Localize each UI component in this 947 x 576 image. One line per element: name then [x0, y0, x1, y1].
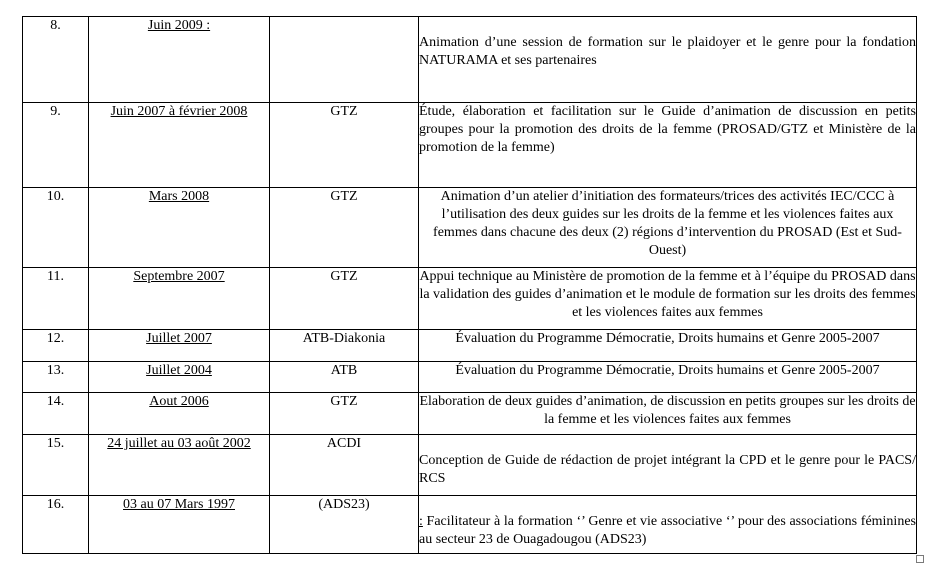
- row-description-prefix: :: [419, 514, 423, 529]
- row-description: Appui technique au Ministère de promotion de la femme et à l’équipe du PROSAD dans la validation des guides d’animation et le module de formation sur les droits des femmes et les violences faites aux femmes: [419, 268, 917, 330]
- row-date: 24 juillet au 03 août 2002: [89, 435, 270, 496]
- row-number: 12.: [23, 330, 89, 362]
- table-row: [23, 330, 917, 362]
- row-date: 03 au 07 Mars 1997: [89, 496, 270, 554]
- table-row: [23, 103, 917, 188]
- row-number: 11.: [23, 268, 89, 330]
- row-organization: [270, 17, 419, 103]
- row-date: Septembre 2007: [89, 268, 270, 330]
- row-description: Animation d’un atelier d’initiation des formateurs/trices des activités IEC/CCC à l’utilisation des deux guides sur les droits de la femme et les violences faites aux femmes dans chacune des deux (2) régions d’intervention du PROSAD (Est et Sud-Ouest): [419, 188, 917, 268]
- row-organization: ACDI: [270, 435, 419, 496]
- row-description: Évaluation du Programme Démocratie, Droits humains et Genre 2005-2007: [419, 362, 917, 393]
- row-description: Conception de Guide de rédaction de projet intégrant la CPD et le genre pour le PACS/ RCS: [419, 435, 917, 496]
- row-number: 15.: [23, 435, 89, 496]
- row-description: Étude, élaboration et facilitation sur le Guide d’animation de discussion en petits groupes pour la promotion des droits de la femme (PROSAD/GTZ et Ministère de la promotion de la femme): [419, 103, 917, 188]
- row-number: 9.: [23, 103, 89, 188]
- row-description: Animation d’une session de formation sur le plaidoyer et le genre pour la fondation NATURAMA et ses partenaires: [419, 17, 917, 103]
- table-resize-handle[interactable]: [916, 555, 924, 563]
- table-row: [23, 393, 917, 435]
- table-row: [23, 188, 917, 268]
- row-organization: GTZ: [270, 103, 419, 188]
- row-organization: ATB-Diakonia: [270, 330, 419, 362]
- row-number: 13.: [23, 362, 89, 393]
- row-number: 10.: [23, 188, 89, 268]
- row-number: 16.: [23, 496, 89, 554]
- row-organization: ATB: [270, 362, 419, 393]
- row-date: Juin 2007 à février 2008: [89, 103, 270, 188]
- row-date: Mars 2008: [89, 188, 270, 268]
- table-row: [23, 362, 917, 393]
- row-description: : Facilitateur à la formation ‘’ Genre et vie associative ‘’ pour des associations féminines au secteur 23 de Ouagadougou (ADS23): [419, 496, 917, 554]
- table-row: [23, 496, 917, 554]
- row-organization: GTZ: [270, 188, 419, 268]
- row-description: Elaboration de deux guides d’animation, de discussion en petits groupes sur les droits de la femme et les violences faites aux femmes: [419, 393, 917, 435]
- row-date: Juillet 2004: [89, 362, 270, 393]
- row-number: 8.: [23, 17, 89, 103]
- table-row: [23, 435, 917, 496]
- row-date: Aout 2006: [89, 393, 270, 435]
- row-organization: GTZ: [270, 268, 419, 330]
- table-row: [23, 268, 917, 330]
- row-date: Juillet 2007: [89, 330, 270, 362]
- table-row: [23, 17, 917, 103]
- row-organization: (ADS23): [270, 496, 419, 554]
- row-date: Juin 2009 :: [89, 17, 270, 103]
- row-number: 14.: [23, 393, 89, 435]
- row-description: Évaluation du Programme Démocratie, Droits humains et Genre 2005-2007: [419, 330, 917, 362]
- experience-table: [22, 16, 917, 554]
- row-organization: GTZ: [270, 393, 419, 435]
